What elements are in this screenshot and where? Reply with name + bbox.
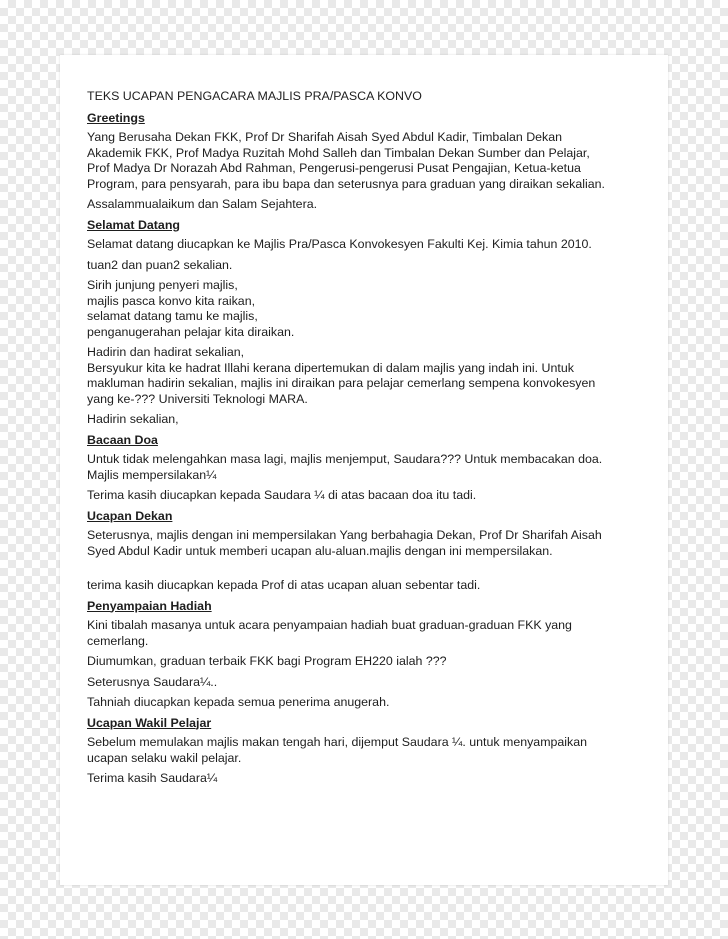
heading-ucapan-dekan: Ucapan Dekan <box>87 508 173 523</box>
poem-line: Sirih junjung penyeri majlis, <box>87 278 238 292</box>
heading-greetings: Greetings <box>87 110 145 125</box>
welcome-paragraph: Selamat datang diucapkan ke Majlis Pra/Pasca Konvokesyen Fakulti Kej. Kimia tahun 2010. <box>87 237 592 251</box>
text-line: Majlis mempersilakan¼ <box>87 467 217 482</box>
text-line: Untuk tidak melengahkan masa lagi, majlis menjemput, Saudara??? Untuk membacakan doa. <box>87 452 603 466</box>
heading-penyampaian-hadiah: Penyampaian Hadiah <box>87 598 212 613</box>
poem-line: majlis pasca konvo kita raikan, <box>87 293 256 308</box>
address-paragraph: tuan2 dan puan2 sekalian. <box>87 257 233 272</box>
wakil-pelajar-paragraph <box>87 735 647 766</box>
dekan-paragraph <box>87 528 647 559</box>
text-line: cemerlang. <box>87 633 149 648</box>
poem-line: penganugerahan pelajar kita diraikan. <box>87 324 295 339</box>
doa-thanks-paragraph: Terima kasih diucapkan kepada Saudara ¼ di atas bacaan doa itu tadi. <box>87 488 477 502</box>
blank-space <box>87 564 647 578</box>
text-line: Seterusnya, majlis dengan ini mempersilakan Yang berbahagia Dekan, Prof Dr Sharifah Aisah <box>87 528 602 542</box>
text-line: Kini tibalah masanya untuk acara penyampaian hadiah buat graduan-graduan FKK yang <box>87 618 572 632</box>
text-line: ucapan selaku wakil pelajar. <box>87 750 242 765</box>
greetings-paragraph <box>87 130 647 192</box>
document-body <box>87 89 647 792</box>
poem-line: selamat datang tamu ke majlis, <box>87 309 258 323</box>
text-line: Program, para pensyarah, para ibu bapa dan seterusnya para graduan yang diraikan sekalian. <box>87 176 605 191</box>
dekan-thanks-paragraph: terima kasih diucapkan kepada Prof di atas ucapan aluan sebentar tadi. <box>87 578 481 592</box>
text-line: Hadirin dan hadirat sekalian, <box>87 345 245 359</box>
hadirin-sekalian-paragraph: Hadirin sekalian, <box>87 412 179 426</box>
poem-paragraph <box>87 278 647 340</box>
text-line: makluman hadirin sekalian, majlis ini diraikan para pelajar cemerlang sempena konvokesyen <box>87 376 596 390</box>
text-line: yang ke-??? Universiti Teknologi MARA. <box>87 391 308 406</box>
tahniah-paragraph: Tahniah diucapkan kepada semua penerima anugerah. <box>87 695 390 709</box>
hadiah-paragraph <box>87 618 647 649</box>
heading-selamat-datang: Selamat Datang <box>87 217 180 232</box>
heading-ucapan-wakil-pelajar: Ucapan Wakil Pelajar <box>87 715 212 730</box>
document-page <box>60 55 668 885</box>
text-line: Yang Berusaha Dekan FKK, Prof Dr Sharifah Aisah Syed Abdul Kadir, Timbalan Dekan <box>87 130 563 144</box>
hadirin-paragraph <box>87 345 647 407</box>
salutation-paragraph: Assalammualaikum dan Salam Sejahtera. <box>87 197 318 211</box>
text-line: Sebelum memulakan majlis makan tengah hari, dijemput Saudara ¼. untuk menyampaikan <box>87 735 588 749</box>
text-line: Syed Abdul Kadir untuk memberi ucapan alu-aluan.majlis dengan ini mempersilakan. <box>87 543 553 558</box>
graduan-terbaik-paragraph: Diumumkan, graduan terbaik FKK bagi Program EH220 ialah ??? <box>87 654 447 668</box>
doa-paragraph <box>87 452 647 483</box>
text-line: Akademik FKK, Prof Madya Ruzitah Mohd Salleh dan Timbalan Dekan Sumber dan Pelajar, <box>87 145 590 160</box>
text-line: Bersyukur kita ke hadrat Illahi kerana dipertemukan di dalam majlis yang indah ini. Untuk <box>87 360 574 375</box>
heading-bacaan-doa: Bacaan Doa <box>87 432 158 447</box>
document-title: TEKS UCAPAN PENGACARA MAJLIS PRA/PASCA KONVO <box>87 89 422 103</box>
wakil-thanks-paragraph: Terima kasih Saudara¼ <box>87 771 218 785</box>
seterusnya-paragraph: Seterusnya Saudara¼.. <box>87 674 218 689</box>
text-line: Prof Madya Dr Norazah Abd Rahman, Pengerusi-pengerusi Pusat Pengajian, Ketua-ketua <box>87 161 581 175</box>
